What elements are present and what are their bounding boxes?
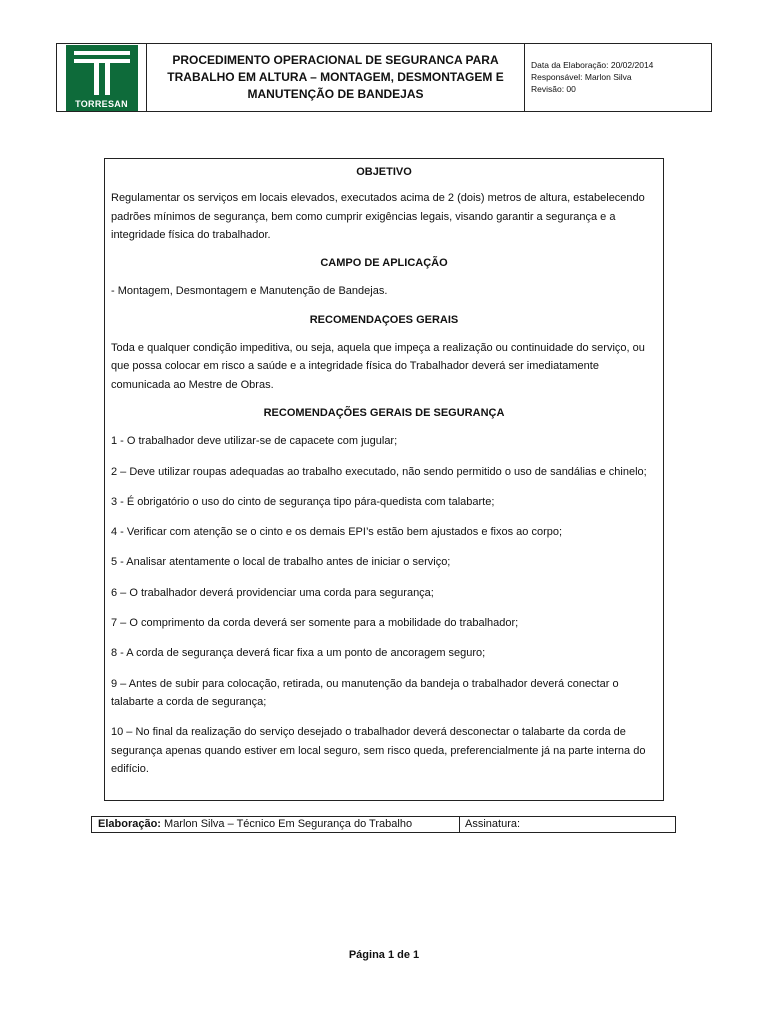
signature-box bbox=[91, 816, 676, 833]
page-number: Página 1 de 1 bbox=[348, 949, 420, 961]
section-title-campo: CAMPO DE APLICAÇÃO bbox=[320, 257, 448, 270]
section-title-objetivo: OBJETIVO bbox=[356, 166, 412, 178]
procedure-body bbox=[104, 158, 664, 801]
company-logo bbox=[66, 45, 138, 111]
list-item: 5 - Analisar atentamente o local de trabalho antes de iniciar o serviço; bbox=[111, 556, 451, 569]
elaboration-field bbox=[92, 817, 460, 832]
recomendacoes-text: Toda e qualquer condição impeditiva, ou seja, aquela que impeça a realização ou continuidade do serviço, ou que possa colocar em risco a saúde e a integridade física do Trabalhador deverá ser imediatamente comunicada ao Mestre de Obras. bbox=[111, 342, 645, 391]
logo-text: TORRESAN bbox=[75, 98, 128, 109]
section-title-recomendacoes: RECOMENDAÇOES GERAIS bbox=[309, 313, 459, 326]
list-item: 8 - A corda de segurança deverá ficar fixa a um ponto de ancoragem seguro; bbox=[111, 647, 486, 660]
revision: Revisão: 00 bbox=[531, 84, 576, 94]
elaboration-date: Data da Elaboração: 20/02/2014 bbox=[531, 60, 654, 70]
elaboration-value: Marlon Silva – Técnico Em Segurança do Trabalho bbox=[160, 818, 413, 830]
document-header bbox=[56, 43, 712, 112]
list-item: 4 - Verificar com atenção se o cinto e os demais EPI’s estão bem ajustados e fixos ao corpo; bbox=[111, 526, 563, 539]
list-item: 10 – No final da realização do serviço desejado o trabalhador deverá desconectar o talabarte da corda de segurança apenas quando estiver em local seguro, sem risco queda, preferencialmente já na parte interna do edifício. bbox=[111, 726, 646, 775]
section-title-seguranca: RECOMENDAÇÕES GERAIS DE SEGURANÇA bbox=[263, 406, 505, 419]
list-item: 9 – Antes de subir para colocação, retirada, ou manutenção da bandeja o trabalhador deverá conectar o talabarte a corda de segurança; bbox=[111, 677, 619, 708]
logo-cell bbox=[57, 44, 147, 111]
document-title: PROCEDIMENTO OPERACIONAL DE SEGURANCA PARA TRABALHO EM ALTURA – MONTAGEM, DESMONTAGEM E MANUTENÇÃO DE BANDEJAS bbox=[147, 44, 525, 111]
list-item: 7 – O comprimento da corda deverá ser somente para a mobilidade do trabalhador; bbox=[111, 617, 519, 630]
list-item: 2 – Deve utilizar roupas adequadas ao trabalho executado, não sendo permitido o uso de sandálias e chinelo; bbox=[111, 465, 647, 478]
list-item: 1 - O trabalhador deve utilizar-se de capacete com jugular; bbox=[111, 435, 398, 448]
list-item: 6 – O trabalhador deverá providenciar uma corda para segurança; bbox=[111, 586, 434, 599]
campo-text: - Montagem, Desmontagem e Manutenção de Bandejas. bbox=[111, 285, 388, 298]
responsible: Responsável: Marlon Silva bbox=[531, 72, 632, 82]
list-item: 3 - É obrigatório o uso do cinto de segurança tipo pára-quedista com talabarte; bbox=[111, 495, 495, 508]
objetivo-text: Regulamentar os serviços em locais elevados, executados acima de 2 (dois) metros de altura, estabelecendo padrões mínimos de segurança, bem como cumprir exigências legais, visando garantir a segurança e a integridade física do trabalhador. bbox=[111, 192, 645, 241]
document-meta bbox=[525, 44, 711, 111]
elaboration-label: Elaboração: bbox=[98, 818, 161, 830]
signature-field: Assinatura: bbox=[465, 818, 521, 830]
